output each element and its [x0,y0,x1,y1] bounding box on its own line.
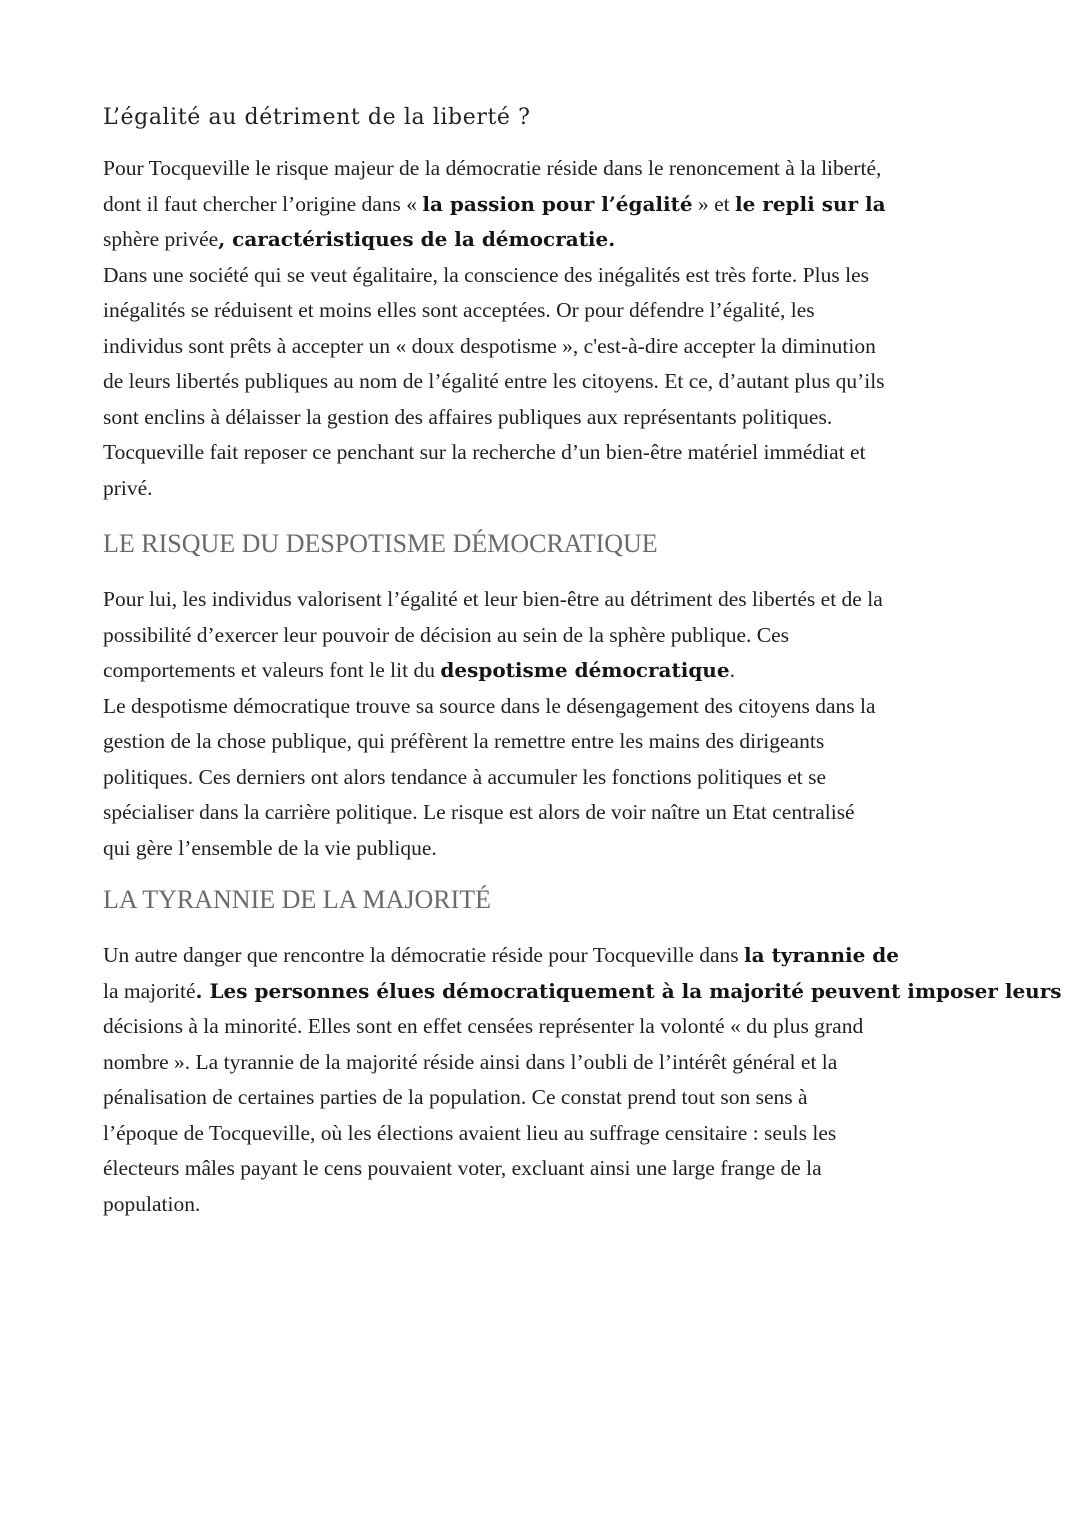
text-line [103,795,983,831]
text-run: décisions à la minorité. Elles sont en effet censées représenter la volonté « du plus grand [103,1014,864,1038]
text-line [103,760,983,796]
text-line [103,329,983,365]
paragraph-egalite-liberte [103,151,983,506]
text-run: » et [692,191,735,216]
text-run: population. [103,1191,201,1216]
text-line [103,258,983,294]
text-run: qui gère l’ensemble de la vie publique. [103,835,437,860]
section-heading-tyrannie: LA TYRANNIE DE LA MAJORITÉ [103,885,492,914]
text-run: dont il faut chercher l’origine dans « [103,191,423,216]
text-run: privé. [103,475,153,500]
text-run: Le despotisme démocratique trouve sa source dans le désengagement des citoyens dans la [103,693,876,718]
bold-emphasis: la tyrannie de [744,943,899,967]
page-title: L’égalité au détriment de la liberté ? [103,105,531,130]
text-line [103,1116,983,1152]
text-run: spécialiser dans la carrière politique. Le risque est alors de voir naître un Etat centralisé [103,800,855,824]
text-run: l’époque de Tocqueville, où les élections avaient lieu au suffrage censitaire : seuls les [103,1120,837,1145]
text-line [103,293,983,329]
text-run: de leurs libertés publiques au nom de l’égalité entre les citoyens. Et ce, d’autant plus qu’ils [103,369,885,393]
text-line [103,938,983,974]
text-run: possibilité d’exercer leur pouvoir de décision au sein de la sphère publique. Ces [103,622,790,647]
text-run: Tocqueville fait reposer ce penchant sur la recherche d’un bien-être matériel immédiat et [103,440,866,464]
text-line [103,1187,983,1223]
text-line [103,1151,983,1187]
text-line [103,1080,983,1116]
paragraph-despotisme [103,582,983,866]
text-run: individus sont prêts à accepter un « doux despotisme », c'est-à-dire accepter la diminution [103,333,876,358]
text-run: Un autre danger que rencontre la démocratie réside pour Tocqueville dans [103,943,745,967]
text-line [103,582,983,618]
text-run: . [729,658,735,682]
text-run: électeurs mâles payant le cens pouvaient voter, excluant ainsi une large frange de la [103,1156,822,1180]
text-line [103,471,983,507]
text-run: pénalisation de certaines parties de la population. Ce constat prend tout son sens à [103,1085,808,1109]
text-run: inégalités se réduisent et moins elles sont acceptées. Or pour défendre l’égalité, les [103,298,815,322]
text-line [103,724,983,760]
text-run: la majorité [103,978,196,1003]
text-line [103,689,983,725]
document-page [103,98,1062,1222]
text-line [103,1045,983,1081]
text-run: Pour Tocqueville le risque majeur de la démocratie réside dans le renoncement à la liberté, [103,156,882,180]
text-run: gestion de la chose publique, qui préfèrent la remettre entre les mains des dirigeants [103,729,825,753]
text-line [103,618,983,654]
paragraph-tyrannie [103,938,1062,1222]
text-line [103,653,983,689]
bold-emphasis: despotisme démocratique [440,658,730,682]
text-run: Pour lui, les individus valorisent l’égalité et leur bien-être au détriment des libertés et de la [103,587,883,611]
text-run: politiques. Ces derniers ont alors tendance à accumuler les fonctions politiques et se [103,764,827,789]
section-heading-despotisme: LE RISQUE DU DESPOTISME DÉMOCRATIQUE [103,529,658,558]
text-run: sphère privée [103,227,219,251]
text-line [103,364,983,400]
text-line [103,151,983,187]
text-line [103,187,983,223]
text-line [103,974,1062,1010]
text-line [103,222,983,258]
text-line [103,1009,983,1045]
text-run: comportements et valeurs font le lit du [103,658,441,682]
text-run: Dans une société qui se veut égalitaire, la conscience des inégalités est très forte. Plus les [103,262,869,287]
text-line [103,400,983,436]
text-line [103,435,983,471]
text-line [103,831,983,867]
bold-emphasis: , caractéristiques de la démocratie. [218,227,616,251]
text-run: sont enclins à délaisser la gestion des affaires publiques aux représentants politiques. [103,404,833,429]
bold-emphasis: . Les personnes élues démocratiquement à la majorité peuvent imposer leurs [195,978,1062,1003]
bold-emphasis: la passion pour l’égalité [422,191,693,216]
bold-emphasis: le repli sur la [735,191,886,216]
text-run: nombre ». La tyrannie de la majorité réside ainsi dans l’oubli de l’intérêt général et la [103,1049,838,1074]
